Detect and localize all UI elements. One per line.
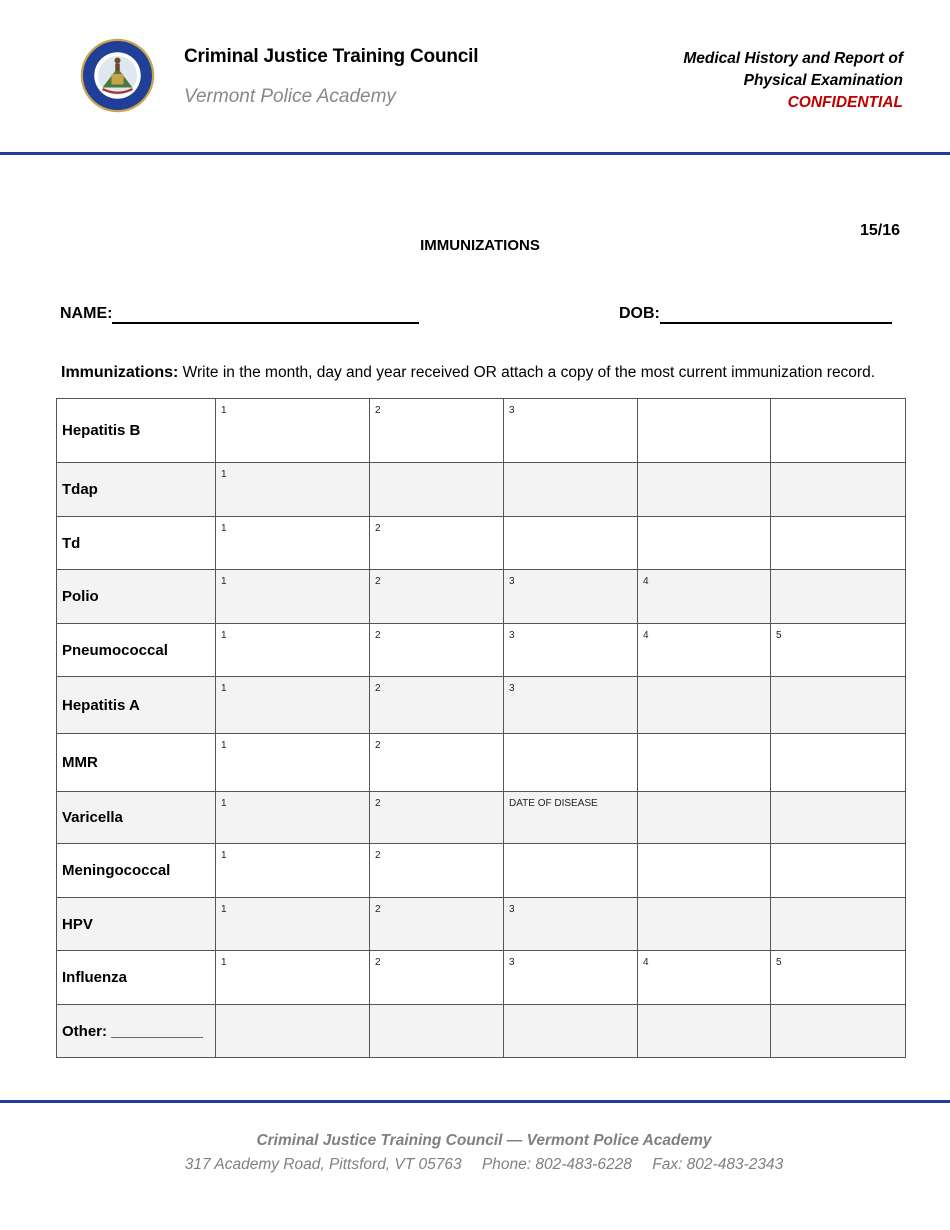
- date-entry-cell[interactable]: [771, 677, 906, 734]
- dose-number: 4: [643, 957, 649, 968]
- dose-number: 1: [221, 630, 227, 641]
- date-entry-cell[interactable]: [638, 570, 771, 624]
- section-title: IMMUNIZATIONS: [420, 237, 540, 254]
- date-entry-cell[interactable]: [216, 677, 370, 734]
- date-entry-cell[interactable]: [504, 517, 638, 570]
- dose-number: 5: [776, 957, 782, 968]
- vaccine-name: Hepatitis A: [57, 677, 216, 734]
- instructions: [61, 364, 875, 382]
- table-row: [57, 951, 906, 1005]
- table-row: [57, 844, 906, 898]
- date-entry-cell[interactable]: [504, 792, 638, 844]
- date-entry-cell[interactable]: [216, 399, 370, 463]
- footer-fax: Fax: 802-483-2343: [652, 1156, 784, 1173]
- footer-org-line: Criminal Justice Training Council — Vermont Police Academy: [256, 1132, 712, 1149]
- dose-number: 4: [643, 576, 649, 587]
- date-entry-cell[interactable]: [504, 570, 638, 624]
- date-entry-cell[interactable]: [370, 463, 504, 517]
- vaccine-name: Influenza: [57, 951, 216, 1005]
- table-row: [57, 517, 906, 570]
- date-entry-cell[interactable]: [370, 734, 504, 792]
- date-entry-cell[interactable]: [638, 1005, 771, 1058]
- dose-number: 3: [509, 683, 515, 694]
- dose-number: 3: [509, 957, 515, 968]
- vaccine-name: HPV: [57, 898, 216, 951]
- header-divider: [0, 152, 950, 155]
- dose-number: 1: [221, 405, 227, 416]
- dose-number: 4: [643, 630, 649, 641]
- vaccine-name: Hepatitis B: [57, 399, 216, 463]
- table-row: [57, 624, 906, 677]
- document-title: [683, 48, 903, 114]
- date-entry-cell[interactable]: [504, 677, 638, 734]
- date-entry-cell[interactable]: [504, 951, 638, 1005]
- date-entry-cell[interactable]: [370, 677, 504, 734]
- date-entry-cell[interactable]: [216, 463, 370, 517]
- date-entry-cell[interactable]: [370, 792, 504, 844]
- vaccine-name: Tdap: [57, 463, 216, 517]
- dose-number: 1: [221, 469, 227, 480]
- date-entry-cell[interactable]: [771, 624, 906, 677]
- date-entry-cell[interactable]: [370, 624, 504, 677]
- date-entry-cell[interactable]: [638, 844, 771, 898]
- instructions-text: Write in the month, day and year received OR attach a copy of the most current immunization record.: [178, 364, 876, 381]
- date-entry-cell[interactable]: [216, 570, 370, 624]
- date-entry-cell[interactable]: [504, 624, 638, 677]
- date-entry-cell[interactable]: [771, 844, 906, 898]
- date-entry-cell[interactable]: [504, 898, 638, 951]
- org-title: Criminal Justice Training Council: [184, 46, 479, 67]
- dose-number: 2: [375, 523, 381, 534]
- name-field[interactable]: [112, 322, 419, 324]
- date-entry-cell[interactable]: [504, 734, 638, 792]
- footer-contact-line: [0, 1156, 950, 1174]
- date-entry-cell[interactable]: [638, 677, 771, 734]
- vaccine-name: Td: [57, 517, 216, 570]
- dose-number: 2: [375, 683, 381, 694]
- date-entry-cell[interactable]: [771, 898, 906, 951]
- dose-number: 1: [221, 740, 227, 751]
- dose-number: 3: [509, 904, 515, 915]
- date-entry-cell[interactable]: [370, 844, 504, 898]
- dose-number: 2: [375, 740, 381, 751]
- footer-divider: [0, 1100, 950, 1103]
- footer-phone: Phone: 802-483-6228: [481, 1156, 632, 1173]
- date-entry-cell[interactable]: [771, 951, 906, 1005]
- dose-number: 1: [221, 523, 227, 534]
- dob-label: DOB:: [619, 305, 660, 322]
- confidential-label: CONFIDENTIAL: [787, 94, 903, 111]
- table-row: [57, 399, 906, 463]
- date-entry-cell[interactable]: [771, 734, 906, 792]
- vaccine-name: Pneumococcal: [57, 624, 216, 677]
- date-entry-cell[interactable]: [638, 624, 771, 677]
- table-row: [57, 570, 906, 624]
- date-entry-cell[interactable]: [216, 844, 370, 898]
- document-title-line1: Medical History and Report of: [683, 50, 903, 67]
- dose-number: 1: [221, 850, 227, 861]
- org-subtitle: Vermont Police Academy: [184, 86, 396, 107]
- date-entry-cell[interactable]: [370, 951, 504, 1005]
- date-entry-cell[interactable]: [638, 898, 771, 951]
- dose-number: 2: [375, 957, 381, 968]
- date-entry-cell[interactable]: [638, 734, 771, 792]
- date-entry-cell[interactable]: [216, 624, 370, 677]
- date-entry-cell[interactable]: [771, 1005, 906, 1058]
- table-row: [57, 898, 906, 951]
- date-entry-cell[interactable]: [771, 517, 906, 570]
- name-label: NAME:: [60, 305, 113, 322]
- dose-number: 2: [375, 405, 381, 416]
- document-title-line2: Physical Examination: [743, 72, 903, 89]
- date-entry-cell[interactable]: [216, 951, 370, 1005]
- date-entry-cell[interactable]: [216, 1005, 370, 1058]
- date-entry-cell[interactable]: [504, 844, 638, 898]
- dose-number: DATE OF DISEASE: [509, 798, 598, 809]
- date-entry-cell[interactable]: [771, 570, 906, 624]
- dose-number: 2: [375, 904, 381, 915]
- date-entry-cell[interactable]: [216, 898, 370, 951]
- dose-number: 3: [509, 630, 515, 641]
- vaccine-name: Meningococcal: [57, 844, 216, 898]
- page-number: 15/16: [859, 222, 900, 239]
- date-entry-cell[interactable]: [638, 463, 771, 517]
- dob-field[interactable]: [660, 322, 892, 324]
- date-entry-cell[interactable]: [370, 570, 504, 624]
- table-row: [57, 1005, 906, 1058]
- table-row: [57, 677, 906, 734]
- dose-number: 1: [221, 576, 227, 587]
- dose-number: 3: [509, 405, 515, 416]
- date-entry-cell[interactable]: [216, 517, 370, 570]
- date-entry-cell[interactable]: [638, 399, 771, 463]
- instructions-heading: Immunizations:: [61, 364, 179, 381]
- date-entry-cell[interactable]: [370, 1005, 504, 1058]
- date-entry-cell[interactable]: [638, 792, 771, 844]
- dose-number: 5: [776, 630, 782, 641]
- dose-number: 2: [375, 630, 381, 641]
- date-entry-cell[interactable]: [638, 517, 771, 570]
- dose-number: 1: [221, 957, 227, 968]
- table-row: [57, 792, 906, 844]
- date-entry-cell[interactable]: [216, 792, 370, 844]
- date-entry-cell[interactable]: [504, 1005, 638, 1058]
- dose-number: 1: [221, 683, 227, 694]
- footer-address: 317 Academy Road, Pittsford, VT 05763: [184, 1156, 462, 1173]
- dose-number: 1: [221, 798, 227, 809]
- date-entry-cell[interactable]: [504, 463, 638, 517]
- immunization-table: [56, 398, 906, 1058]
- date-entry-cell[interactable]: [370, 399, 504, 463]
- date-entry-cell[interactable]: [370, 517, 504, 570]
- date-entry-cell[interactable]: [638, 951, 771, 1005]
- dose-number: 2: [375, 576, 381, 587]
- date-entry-cell[interactable]: [370, 898, 504, 951]
- dose-number: 3: [509, 576, 515, 587]
- vaccine-name: Other: ___________: [57, 1005, 216, 1058]
- vermont-seal-logo: [80, 38, 155, 113]
- vaccine-name: Varicella: [57, 792, 216, 844]
- vaccine-name: MMR: [57, 734, 216, 792]
- date-entry-cell[interactable]: [504, 399, 638, 463]
- vaccine-name: Polio: [57, 570, 216, 624]
- table-row: [57, 734, 906, 792]
- date-entry-cell[interactable]: [216, 734, 370, 792]
- date-entry-cell[interactable]: [771, 399, 906, 463]
- table-row: [57, 463, 906, 517]
- dose-number: 2: [375, 850, 381, 861]
- date-entry-cell[interactable]: [771, 792, 906, 844]
- date-entry-cell[interactable]: [771, 463, 906, 517]
- dose-number: 2: [375, 798, 381, 809]
- dose-number: 1: [221, 904, 227, 915]
